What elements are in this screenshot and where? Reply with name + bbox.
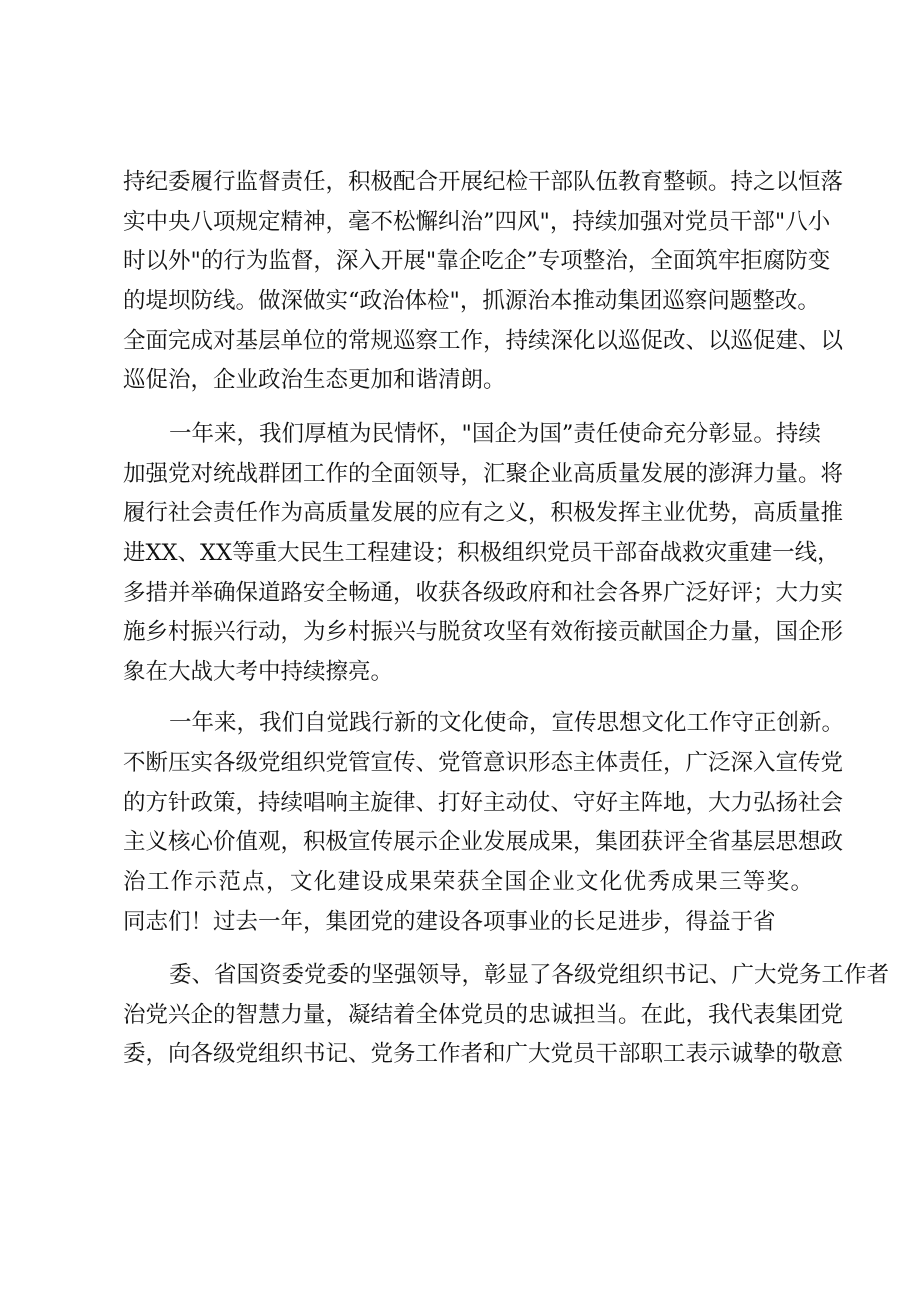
text-line: 全面完成对基层单位的常规巡察工作，持续深化以巡促改、以巡促建、以 xyxy=(123,328,844,354)
text-line: 主义核心价值观，积极宣传展示企业发展成果，集团获评全省基层思想政 xyxy=(123,829,844,855)
text-line: 进XX、XX等重大民生工程建设；积极组织党员干部奋战救灾重建一线， xyxy=(123,540,840,566)
text-line: 治党兴企的智慧力量，凝结着全体党员的忠诚担当。在此，我代表集团党 xyxy=(123,1002,844,1028)
paragraph-first-line: 一年来，我们厚植为民情怀，"国企为国”责任使命充分彰显。持续 xyxy=(169,421,821,447)
text-line: 时以外"的行为监督，深入开展"靠企吃企”专项整治，全面筑牢拒腐防变 xyxy=(123,248,831,274)
text-line: 委，向各级党组织书记、党务工作者和广大党员干部职工表示诚挚的敬意 xyxy=(123,1041,844,1067)
text-line: 持纪委履行监督责任，积极配合开展纪检干部队伍教育整顿。持之以恒落 xyxy=(123,169,844,195)
text-line: 施乡村振兴行动，为乡村振兴与脱贫攻坚有效衔接贡献国企力量，国企形 xyxy=(123,619,844,645)
text-line: 同志们！过去一年，集团党的建设各项事业的长足进步，得益于省 xyxy=(123,909,776,935)
text-line xyxy=(123,1078,813,1110)
text-line: 实中央八项规定精神，毫不松懈纠治”四风"，持续加强对党员干部"八小 xyxy=(123,209,831,235)
text-line: 的堤坝防线。做深做实“政治体检"，抓源治本推动集团巡察问题整改。 xyxy=(123,288,820,314)
text-line: 多措并举确保道路安全畅通，收获各级政府和社会各界广泛好评；大力实 xyxy=(123,580,844,606)
paragraph-first-line: 委、省国资委党委的坚强领导，彰显了各级党组织书记、广大党务工作者 xyxy=(169,962,890,988)
text-line: 巡促治，企业政治生态更加和谐清朗。 xyxy=(123,367,506,393)
text-line: 治工作示范点，文化建设成果荣获全国企业文化优秀成果三等奖。 xyxy=(123,869,813,895)
text-line: 象在大战大考中持续擦亮。 xyxy=(123,659,394,685)
text-line: 的方针政策，持续唱响主旋律、打好主动仗、守好主阵地，大力弘扬社会 xyxy=(123,790,844,816)
paragraph-first-line: 一年来，我们自觉践行新的文化使命，宣传思想文化工作守正创新。 xyxy=(169,710,845,736)
text-line: 加强党对统战群团工作的全面领导，汇聚企业高质量发展的澎湃力量。将 xyxy=(123,461,844,487)
text-line: 不断压实各级党组织党管宣传、党管意识形态主体责任，广泛深入宣传党 xyxy=(123,750,844,776)
text-line: 履行社会责任作为高质量发展的应有之义，积极发挥主业优势，高质量推 xyxy=(123,500,844,526)
